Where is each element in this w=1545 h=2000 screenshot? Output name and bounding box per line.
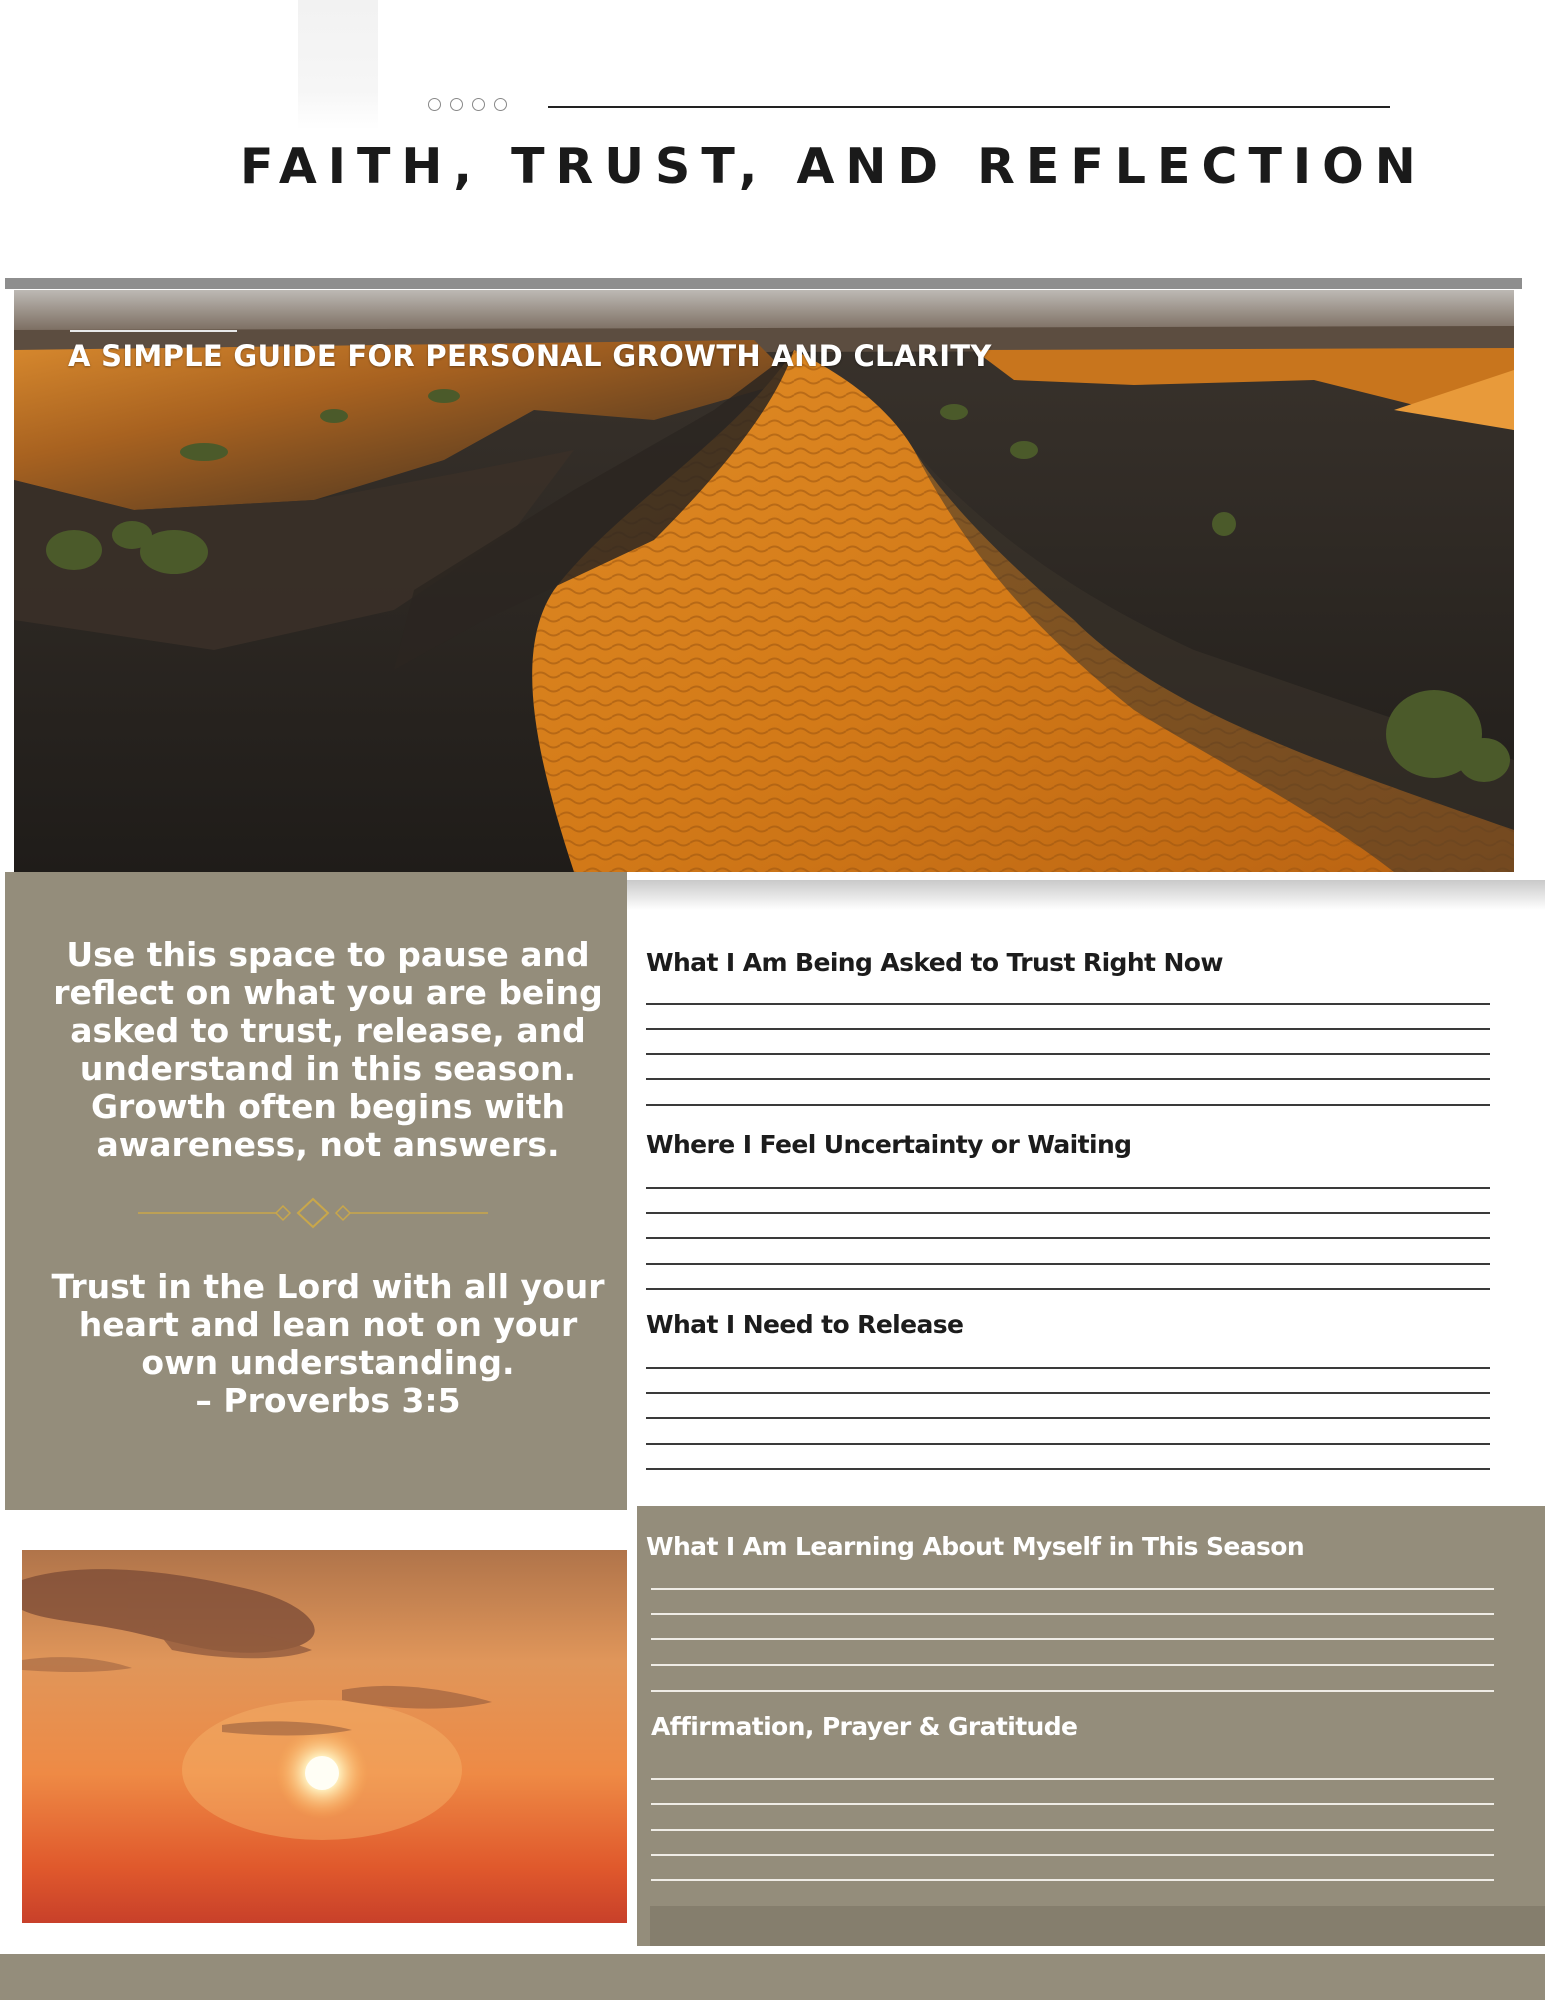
- writing-line[interactable]: [651, 1638, 1494, 1640]
- reflection-box-footer: [650, 1906, 1545, 1946]
- writing-line[interactable]: [646, 1187, 1490, 1189]
- writing-line[interactable]: [646, 1367, 1490, 1369]
- section-heading-learning: What I Am Learning About Myself in This Season: [646, 1532, 1305, 1561]
- circle-icon: [494, 98, 507, 111]
- reflection-intro-panel: [5, 872, 627, 1510]
- writing-line[interactable]: [646, 1053, 1490, 1055]
- writing-line[interactable]: [651, 1664, 1494, 1666]
- subtitle-rule: [70, 330, 237, 332]
- writing-line[interactable]: [651, 1879, 1494, 1881]
- title-rule: [548, 106, 1390, 108]
- writing-line[interactable]: [651, 1803, 1494, 1805]
- writing-line[interactable]: [646, 1468, 1490, 1470]
- page-subtitle: A SIMPLE GUIDE FOR PERSONAL GROWTH AND CLARITY: [68, 339, 992, 373]
- circle-icon: [428, 98, 441, 111]
- writing-line[interactable]: [646, 1288, 1490, 1290]
- writing-line[interactable]: [646, 1212, 1490, 1214]
- writing-line[interactable]: [651, 1854, 1494, 1856]
- sunset-sky-photo: [22, 1550, 627, 1923]
- writing-line[interactable]: [646, 1003, 1490, 1005]
- writing-line[interactable]: [646, 1237, 1490, 1239]
- top-decorative-tab: [298, 0, 378, 130]
- circle-icon: [450, 98, 463, 111]
- section-heading-trust: What I Am Being Asked to Trust Right Now: [646, 948, 1223, 977]
- page-title: FAITH, TRUST, AND REFLECTION: [240, 138, 1427, 195]
- writing-line[interactable]: [646, 1392, 1490, 1394]
- header-divider-bar: [5, 278, 1522, 289]
- section-heading-affirmation: Affirmation, Prayer & Gratitude: [651, 1712, 1078, 1741]
- writing-line[interactable]: [651, 1690, 1494, 1692]
- writing-line[interactable]: [651, 1829, 1494, 1831]
- writing-line[interactable]: [646, 1443, 1490, 1445]
- desert-dunes-photo: [14, 290, 1514, 872]
- intro-text: Use this space to pause and reflect on what you are being asked to trust, release, and understand in this season. Growth often begins with awareness, not answers.: [53, 935, 603, 1164]
- scripture-quote: Trust in the Lord with all your heart and lean not on your own understanding. – Proverbs 3:5: [51, 1267, 605, 1420]
- writing-line[interactable]: [651, 1588, 1494, 1590]
- writing-line[interactable]: [646, 1417, 1490, 1419]
- writing-line[interactable]: [651, 1613, 1494, 1615]
- footer-band: [0, 1954, 1545, 2000]
- writing-line[interactable]: [646, 1104, 1490, 1106]
- writing-line[interactable]: [651, 1778, 1494, 1780]
- panel-shadow: [627, 880, 1545, 910]
- section-heading-uncertainty: Where I Feel Uncertainty or Waiting: [646, 1130, 1132, 1159]
- writing-line[interactable]: [646, 1078, 1490, 1080]
- writing-line[interactable]: [646, 1263, 1490, 1265]
- circle-icon: [472, 98, 485, 111]
- section-heading-release: What I Need to Release: [646, 1310, 964, 1339]
- writing-line[interactable]: [646, 1028, 1490, 1030]
- decorative-dots: [428, 98, 507, 111]
- diamond-ornament-icon: [138, 1196, 488, 1230]
